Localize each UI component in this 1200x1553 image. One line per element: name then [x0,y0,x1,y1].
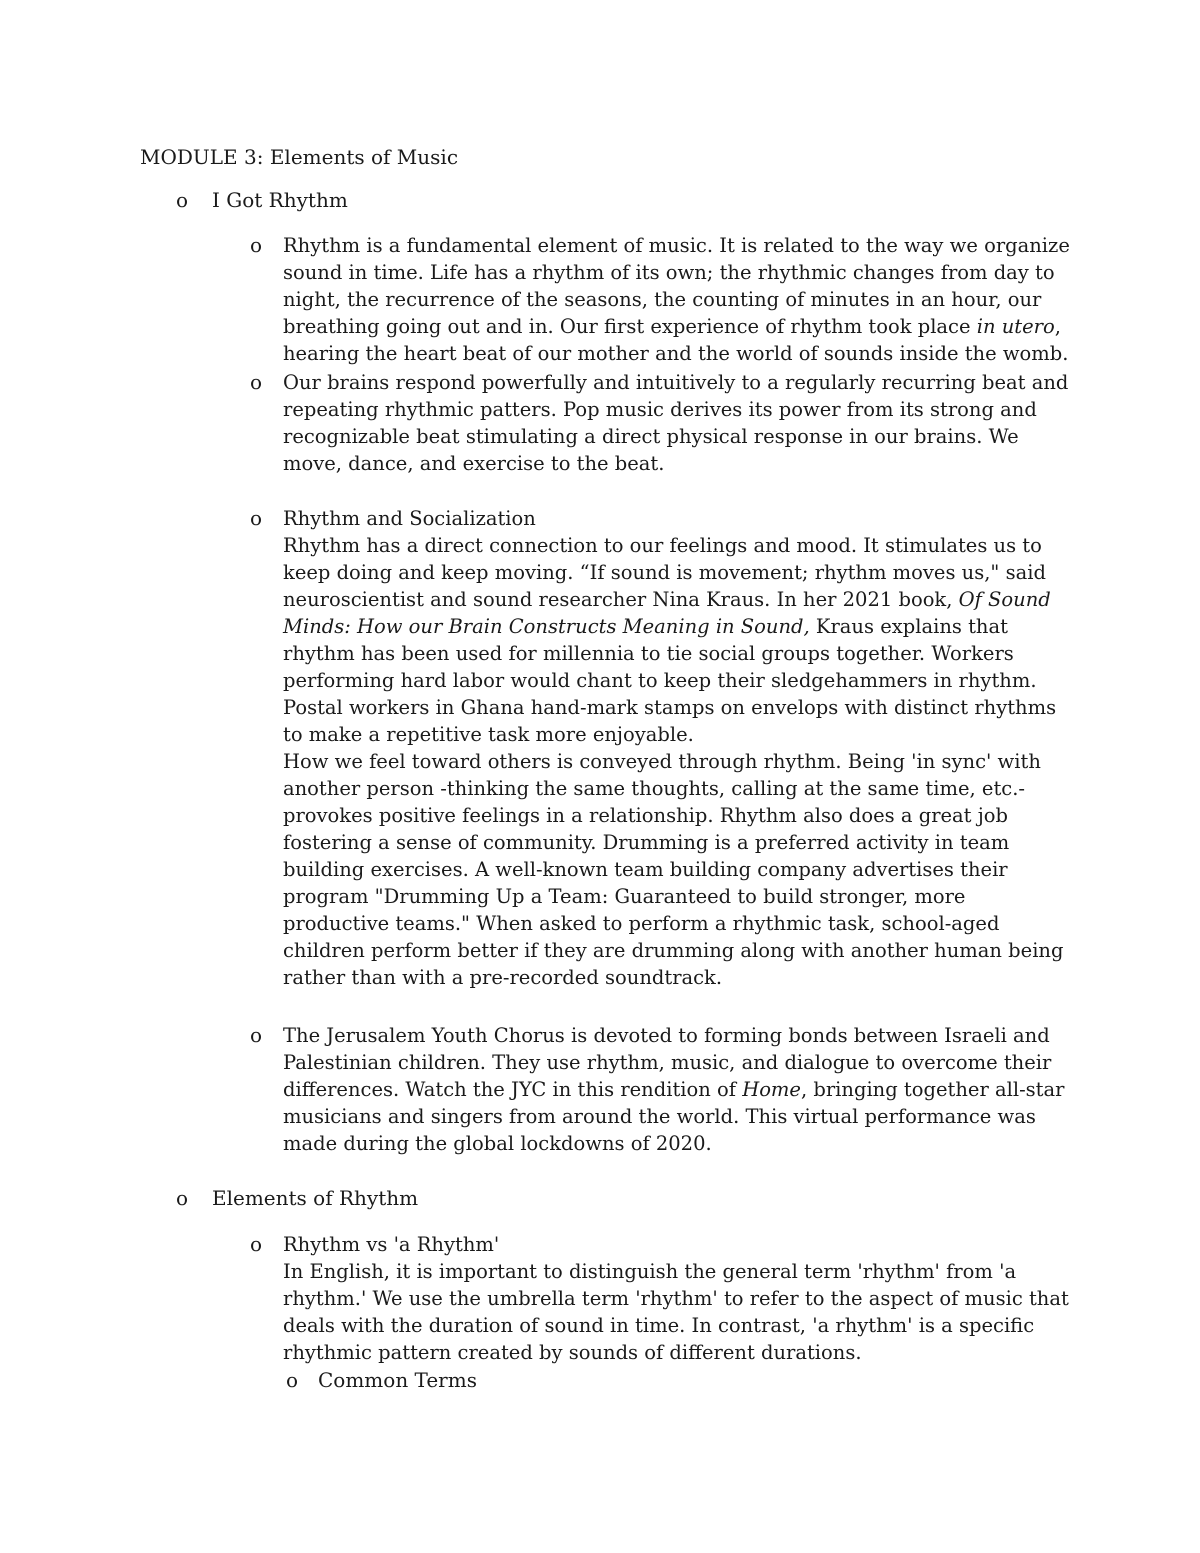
subitem-text: Common Terms [318,1368,477,1392]
paragraph [283,532,1073,748]
subheading: Rhythm and Socialization [283,507,536,530]
paragraph [283,232,1073,367]
paragraph-text: The Jerusalem Youth Chorus is devoted to forming bonds between Israeli and Palestinian children. They use rhythm, music, and dialogue to overcome their differences. Watch the JYC in this rendition of [283,1024,1052,1101]
paragraph-text: Rhythm has a direct connection to our feelings and mood. It stimulates us to keep doing and keep moving. “If sound is movement; rhythm moves us," said neuroscientist and sound researcher Nina Kraus. In her 2021 book, [283,534,1046,611]
page-title: MODULE 3: Elements of Music [140,145,459,169]
paragraph-text: , hearing the heart beat of our mother and the world of sounds inside the womb. [283,315,1069,365]
italic-term: in utero [976,315,1055,338]
paragraph: Our brains respond powerfully and intuitively to a regularly recurring beat and repeating rhythmic patters. Pop music derives its power from its strong and recognizable beat stimulating a direct physical response in our brains. We move, dance, and exercise to the beat. [283,371,1069,475]
list-item-brains-respond [250,369,1073,477]
bullet: o [250,506,263,530]
subheading: Rhythm vs 'a Rhythm' [283,1233,500,1256]
bullet: o [176,1186,189,1210]
bullet: o [286,1368,299,1392]
section-heading-elements-of-rhythm [176,1185,419,1212]
paragraph: How we feel toward others is conveyed through rhythm. Being 'in sync' with another person -thinking the same thoughts, calling at the same time, etc.- provokes positive feelings in a relationship. Rhythm also does a great job fostering a sense of community. Drumming is a preferred activity in team building exercises. A well-known team building company advertises their program "Drumming Up a Team: Guaranteed to build stronger, more productive teams." When asked to perform a rhythmic task, school-aged children perform better if they are drumming along with another human being rather than with a pre-recorded soundtrack. [283,750,1064,989]
italic-term: Home [742,1078,801,1101]
paragraph [283,1022,1073,1157]
list-item-rhythm-fundamental [250,232,1073,367]
bullet: o [176,188,189,212]
bullet: o [250,1023,263,1047]
bullet: o [250,1232,263,1256]
bullet: o [250,233,263,257]
list-item-rhythm-vs-a-rhythm [250,1231,1073,1366]
section-heading-text: I Got Rhythm [212,188,348,212]
section-heading-i-got-rhythm [176,187,348,214]
list-item-rhythm-socialization [250,505,1073,991]
book-title: Of Sound Minds: How our Brain Constructs Meaning in Sound, [283,588,1051,638]
paragraph-text: Kraus explains that rhythm has been used for millennia to tie social groups together. Workers performing hard labor would chant to keep their sledgehammers in rhythm. Postal workers in Ghana hand-mark stamps on envelops with distinct rhythms to make a repetitive task more enjoyable. [283,615,1057,746]
list-subitem-common-terms [286,1367,477,1394]
paragraph: In English, it is important to distinguish the general term 'rhythm' from 'a rhythm.' We use the umbrella term 'rhythm' to refer to the aspect of music that deals with the duration of sound in time. In contrast, 'a rhythm' is a specific rhythmic pattern created by sounds of different durations. [283,1260,1069,1364]
paragraph-text: , bringing together all-star musicians and singers from around the world. This virtual performance was made during the global lockdowns of 2020. [283,1078,1065,1155]
paragraph-text: Rhythm is a fundamental element of music. It is related to the way we organize sound in time. Life has a rhythm of its own; the rhythmic changes from day to night, the recurrence of the seasons, the counting of minutes in an hour, our breathing going out and in. Our first experience of rhythm took place [283,234,1070,338]
bullet: o [250,370,263,394]
section-heading-text: Elements of Rhythm [212,1186,419,1210]
list-item-jerusalem-youth-chorus [250,1022,1073,1157]
